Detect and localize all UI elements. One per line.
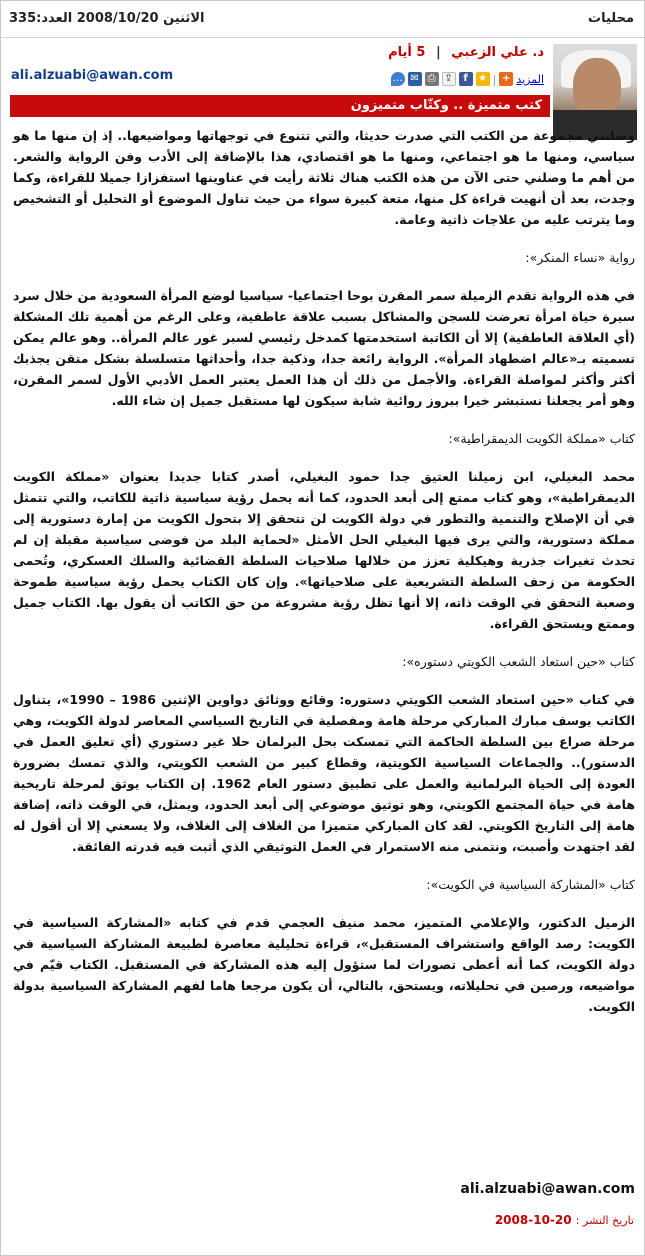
author-email-signature[interactable]: ali.alzuabi@awan.com <box>460 1181 635 1197</box>
paragraph-participation: الزميل الدكتور، والإعلامي المتميز، محمد منيف العجمي قدم في كتابه «المشاركة السياسية في الكويت: رصد الواقع واستشراف المستقبل»، قراءة تحليلية معاصرة لطبيعة المشاركة السياسية في دولة الكويت، كما أنه أعطى تصورات لما ستؤول إليه هذه المشاركة في المستقبل. الكتاب قيّم في مواضيعه، ورصين في تحليلاته، ويستحق، بالتالي، أن يكون مرجعا هاما لفهم المشاركة السياسية بدولة الكويت. <box>13 915 635 1014</box>
publish-date <box>495 1213 634 1227</box>
subheading-constitution: كتاب «حين استعاد الشعب الكويتي دستوره»: <box>402 654 635 669</box>
author-byline <box>388 45 544 60</box>
facebook-icon[interactable]: f <box>459 72 473 86</box>
subheading-kingdom: كتاب «مملكة الكويت الديمقراطية»: <box>448 431 635 446</box>
author-email-top[interactable]: ali.alzuabi@awan.com <box>11 68 174 83</box>
print-icon[interactable]: ⎙ <box>425 72 439 86</box>
author-name-link[interactable]: د. علي الزعبي <box>451 45 544 60</box>
more-articles-link[interactable]: المزيد <box>516 72 544 86</box>
plus-icon[interactable]: + <box>499 72 513 86</box>
subheading-novel: رواية «نساء المنكر»: <box>525 250 635 265</box>
comment-icon[interactable]: … <box>392 73 403 84</box>
byline-separator: | <box>435 45 441 60</box>
bookmark-star-icon[interactable]: ★ <box>476 72 490 86</box>
mail-icon[interactable]: ✉ <box>408 72 422 86</box>
article-title: كتب متميزة .. وكتّاب متميزون <box>350 98 542 113</box>
paragraph-constitution: في كتاب «حين استعاد الشعب الكويتي دستوره: وقائع ووثائق دواوين الإثنين 1986 – 1990»، يتناول الكاتب يوسف مبارك المباركي مرحلة هامة ومفصلية في التاريخ السياسي المعاصر لدولة الكويت، وهي مرحلة صراع بين السلطة الحاكمة التي تمسكت بحل البرلمان حلا غير دستوري (أي تعليق العمل في الدستور).. والجماعات السياسية الكويتية، وقطاع كبير من الشعب الكويتي، والذي تمسك بضرورة العودة إلى الحياة البرلمانية والعمل على تطبيق دستور العام 1962. إن الكتاب يوثق لمرحلة تاريخية هامة في حياة المجتمع الكويتي، وهو توثيق موضوعي إلى أبعد الحدود، ويمثل، في الوقت ذاته، إضافة هامة إلى التاريخ الكويتي. لقد كان المباركي متميزا من الغلاف إلى الغلاف، ولا يسعني إلا أن أقول له لقد اجتهدت وأصبت، ونتمنى منه الاستمرار في العمل التوثيقي الذي أثبت فيه قدرته الفائقة. <box>13 692 635 854</box>
section-title[interactable]: محليات <box>588 11 634 26</box>
article-body <box>13 125 635 1017</box>
paragraph-novel: في هذه الرواية تقدم الزميلة سمر المقرن بوحا اجتماعيا- سياسيا لوضع المرأة السعودية من خلال سرد سيرة حياة امرأة تعرضت للسجن والمشاكل بسبب علاقة عاطفية، وعلى الرغم من أهمية تلك المشكلة (أي العلاقة العاطفية) إلا أن الكاتبة استخدمتها كمدخل رئيسي لسبر غور عالم المرأة.. وهو عالم يمكن تسميته بـ«عالم اضطهاد المرأة». الرواية رائعة جدا، وذكية جدا، وأحداثها متسلسلة بشكل متقن يجذبك أكثر وأكثر لمواصلة القراءة. والأجمل من ذلك أن هذا العمل يعتبر العمل الأدبي الأول لسمر المقرن، وهو أمر يجعلنا نستبشر خيرا ببروز روائية شابة سيكون لها مستقبل جميل إن شاء الله. <box>13 288 635 408</box>
article-age: 5 أيام <box>388 45 426 60</box>
top-bar <box>1 1 644 38</box>
publish-date-value: 20-10-2008 <box>494 1213 572 1227</box>
publish-date-label: تاريخ النشر : <box>575 1214 634 1227</box>
subheading-participation: كتاب «المشاركة السياسية في الكويت»: <box>426 877 635 892</box>
paragraph-kingdom: محمد البغيلي، ابن زميلنا العتيق جدا حمود البغيلي، أصدر كتابا جديدا بعنوان «مملكة الكويت الديمقراطية»، وهو كتاب ممتع إلى أبعد الحدود، كما أنه يحمل رؤية سياسية ذاتية للكاتب، والتي تتمثل في أن الإصلاح والتنمية والتطور في دولة الكويت لن تتحقق إلا بتحول الكويت من إمارة دستورية إلى مملكة دستورية، والتي يرى فيها البغيلي الحل الأمثل «لحماية البلد من فوضى سياسية مقبلة إن لم تحدث تغيرات جذرية وهيكلية تعزز من خلالها صلاحيات السلطة القضائية والسلك العسكري، وتُحمى الحكومة من زحف السلطة التشريعية على صلاحياتها». وإن كان الكتاب يحمل رؤية سياسية طموحة وصعبة التحقق في الوقت ذاته، إلا أنها تظل رؤية مشروعة من حق الكاتب أن يقول بها. الكتاب جميل وممتع ويستحق القراءة. <box>13 469 635 631</box>
share-icon[interactable]: ⇪ <box>442 72 456 86</box>
headline-bar <box>10 95 550 117</box>
article-toolbar: المزيد + | ★ f ⇪ ⎙ ✉ … <box>392 72 544 86</box>
paragraph-intro: وصلتني مجموعة من الكتب التي صدرت حديثا، والتي تتنوع في توجهاتها ومواضيعها.. إذ إن منها ما هو سياسي، ومنها ما هو اجتماعي، ومنها ما هو اقتصادي، هذا بالإضافة إلى الأدب وفن الرواية والشعر. من أهم ما وصلني حتى الآن من هذه الكتب هناك ثلاثة رأيت في عناوينها استفزازا جميلا للقراءة، وكما وجدت، بعد أن أنهيت قراءة كل منها، متعة كبيرة سواء من حيث تناول الموضوع أو التحليل أو التشخيص وما يترتب عليه من علاجات ذاتية وعامة. <box>13 128 635 227</box>
issue-date-line: الاثنين 2008/10/20 العدد:335 <box>9 11 205 26</box>
